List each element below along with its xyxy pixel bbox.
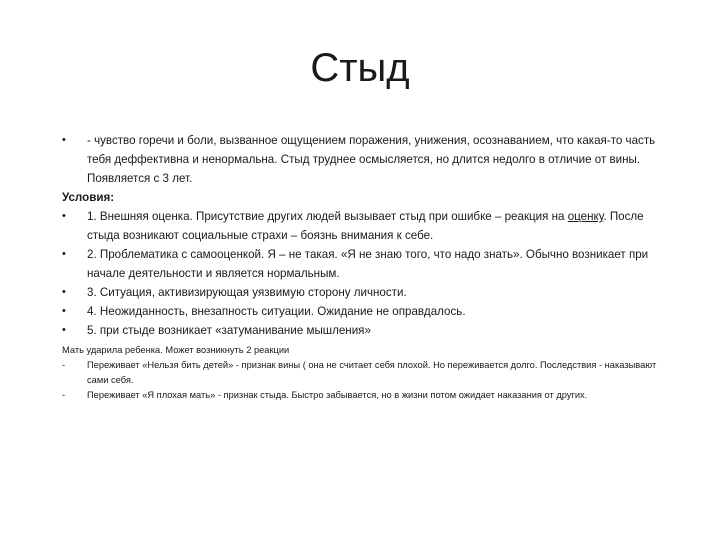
conditions-label: Условия: xyxy=(62,191,115,204)
condition-item xyxy=(62,283,662,302)
condition-item xyxy=(62,245,662,283)
bullet-icon: • xyxy=(62,324,66,336)
condition-item xyxy=(62,302,662,321)
bullet-icon: • xyxy=(62,210,66,222)
condition-text: 3. Ситуация, активизирующая уязвимую сторону личности. xyxy=(87,286,407,299)
condition-text: . После стыда возникают социальные страхи – боязнь внимания к себе. xyxy=(87,210,644,242)
reactions-list xyxy=(62,358,662,403)
bullet-icon: • xyxy=(62,248,66,260)
condition-text: 5. при стыде возникает «затуманивание мышления» xyxy=(87,324,371,337)
condition-text: 4. Неожиданность, внезапность ситуации. Ожидание не оправдалось. xyxy=(87,305,466,318)
condition-item xyxy=(62,207,662,245)
slide-title xyxy=(0,44,720,92)
dash-icon: - xyxy=(62,390,66,400)
slide-title-text: Стыд xyxy=(310,46,410,90)
definition-text: - чувство горечи и боли, вызванное ощущением поражения, унижения, осознаванием, что какая-то часть тебя деффективна и ненормальна. Стыд труднее осмысляется, но длится недолго в отличие от вины. Появляется с 3 лет. xyxy=(87,134,656,185)
slide-content xyxy=(62,131,662,403)
reaction-item xyxy=(62,388,662,403)
definition-item xyxy=(62,131,662,188)
condition-text: 1. Внешняя оценка. Присутствие других людей вызывает стыд при ошибке – реакция на xyxy=(87,210,568,223)
reaction-text: Переживает «Нельзя бить детей» - признак вины ( она не считает себя плохой. Но переживается долго. Последствия - наказывают сами себя. xyxy=(87,360,657,385)
condition-text: 2. Проблематика с самооценкой. Я – не такая. «Я не знаю того, что надо знать». Обычно возникает при начале деятельности и является нормальным. xyxy=(87,248,649,280)
condition-underlined-text: оценку xyxy=(567,210,604,223)
condition-item xyxy=(62,321,662,340)
reaction-text: Переживает «Я плохая мать» - признак стыда. Быстро забывается, но в жизни потом ожидает наказания от других. xyxy=(87,390,588,400)
reaction-item xyxy=(62,358,662,388)
bullet-icon: • xyxy=(62,286,66,298)
example-intro: Мать ударила ребенка. Может возникнуть 2 реакции xyxy=(62,345,290,355)
dash-icon: - xyxy=(62,360,66,370)
bullet-icon: • xyxy=(62,305,66,317)
bullet-icon: • xyxy=(62,134,66,146)
